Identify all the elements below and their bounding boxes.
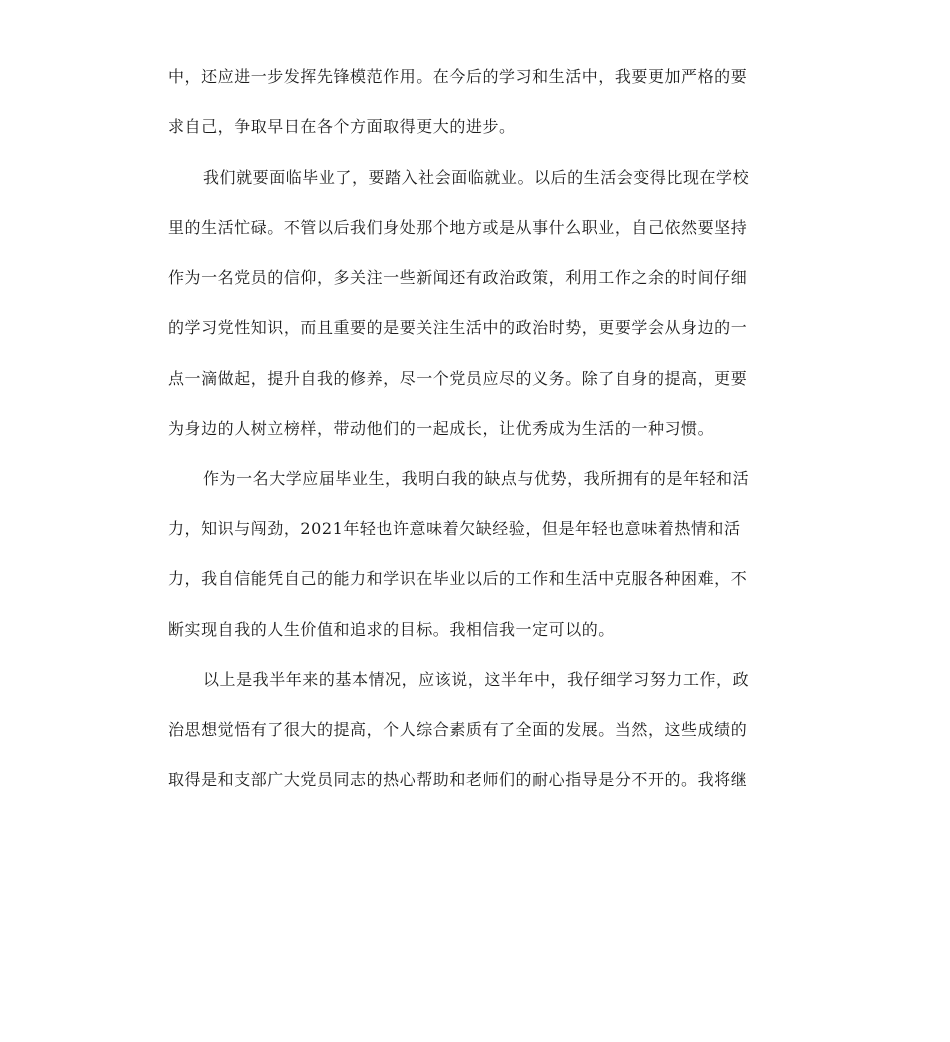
text-line: 力，我自信能凭自己的能力和学识在毕业以后的工作和生活中克服各种困难，不 xyxy=(168,569,748,588)
text-line: 为身边的人树立榜样，带动他们的一起成长，让优秀成为生活的一种习惯。 xyxy=(168,419,715,438)
text-line: 治思想觉悟有了很大的提高，个人综合素质有了全面的发展。当然，这些成绩的 xyxy=(168,720,748,739)
text-line: 断实现自我的人生价值和追求的目标。我相信我一定可以的。 xyxy=(168,620,615,639)
text-line: 的学习党性知识，而且重要的是要关注生活中的政治时势，更要学会从身边的一 xyxy=(168,318,748,337)
text-line: 求自己，争取早日在各个方面取得更大的进步。 xyxy=(168,117,516,136)
text-line: 取得是和支部广大党员同志的热心帮助和老师们的耐心指导是分不开的。我将继 xyxy=(168,770,748,789)
text-line: 里的生活忙碌。不管以后我们身处那个地方或是从事什么职业，自己依然要坚持 xyxy=(168,218,748,237)
paragraph-start-line: 我们就要面临毕业了，要踏入社会面临就业。以后的生活会变得比现在学校 xyxy=(203,168,750,187)
paragraph-start-line: 作为一名大学应届毕业生，我明白我的缺点与优势，我所拥有的是年轻和活 xyxy=(203,469,750,488)
paragraph-start-line: 以上是我半年来的基本情况，应该说，这半年中，我仔细学习努力工作，政 xyxy=(203,670,750,689)
text-line: 作为一名党员的信仰，多关注一些新闻还有政治政策，利用工作之余的时间仔细 xyxy=(168,268,748,287)
text-line: 点一滴做起，提升自我的修养，尽一个党员应尽的义务。除了自身的提高，更要 xyxy=(168,369,748,388)
text-line: 中，还应进一步发挥先锋模范作用。在今后的学习和生活中，我要更加严格的要 xyxy=(168,67,748,86)
text-line: 力，知识与闯劲，2021年轻也许意味着欠缺经验，但是年轻也意味着热情和活 xyxy=(168,519,741,538)
